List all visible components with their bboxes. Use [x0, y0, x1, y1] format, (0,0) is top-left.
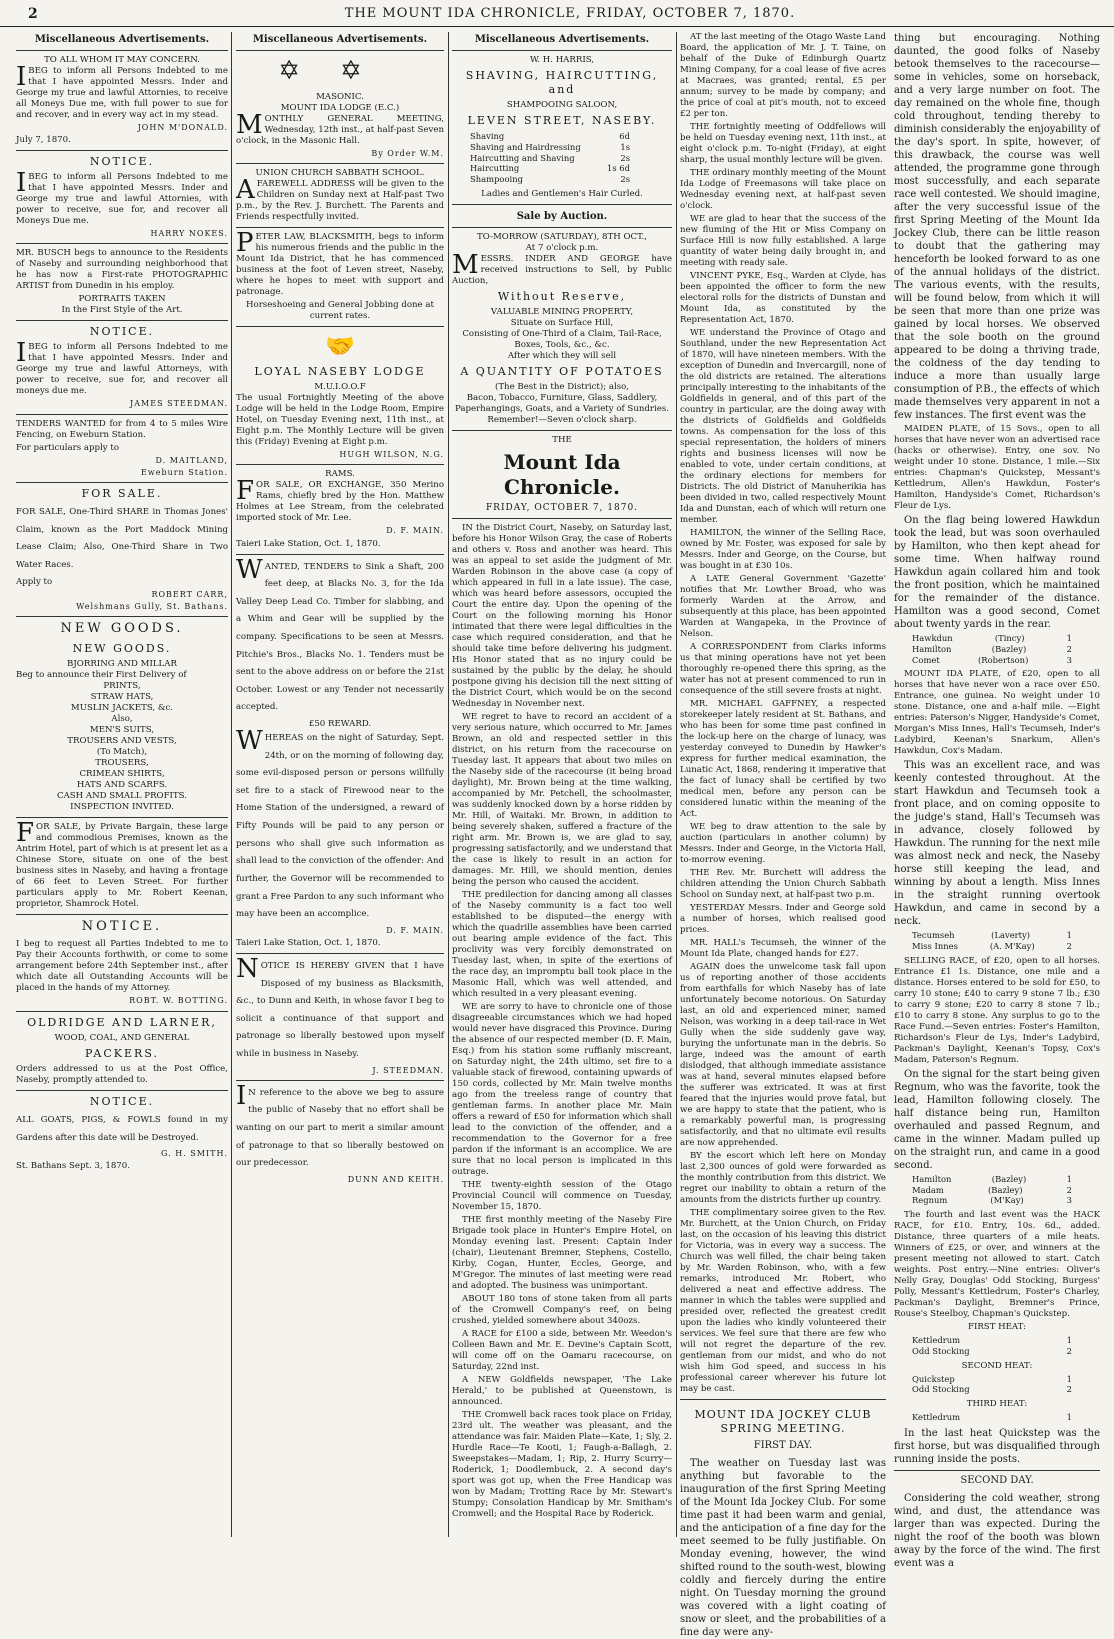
ad-body: WHEREAS on the night of Saturday, Sept. 24th, or on the morning of following day, some evil-disposed person or persons willfully set fire to a stack of Firewood near to the Home Station of the undersigned, a reward of Fifty Pounds will be paid to any person or persons who shall give such information as shall lead to the conviction of the offender: And further, the Governor will be recommended to grant a Free Pardon to any such informant who may have been an accomplice. [236, 726, 444, 920]
ad-item: (To Match), [96, 746, 148, 757]
result-row: Kettledrum 1 [912, 1412, 1072, 1422]
heat-results [912, 1412, 1100, 1423]
race-conditions: MOUNT IDA PLATE, of £20, open to all horses that have never won a race over £50. Entrance, one guinea. No weight under 10 stone. Distance, one and a-half mile. —Eight entries: Paterson's Nigger, Handyside's Comet, Morgan's Miss Innes, Hall's Tecumseh, Inder's Ladybird, Keenan's Snarkum, Allen's Hawkdun, Cox's Madam. [894, 669, 1100, 757]
report-paragraph: Considering the cold weather, strong wind, and dust, the attendance was larger than was expected. During the night the roof of the booth was blown away by the force of the wind. The first event was a [894, 1492, 1100, 1569]
ad-body: WANTED, TENDERS to Sink a Shaft, 200 feet deep, at Blacks No. 3, for the Ida Valley Deep Lead Co. Timber for slabbing, and a Whim and Gear will be supplied by the company. Specifications to be seen at Messrs. Pitchie's Bros., Blacks No. 1. Tenders must be sent to the above address on or before the 21st October. Lowest or any Tender not necessarily accepted. [236, 554, 444, 713]
ad-item: STRAW HATS, [90, 691, 154, 702]
editorial-paragraph: THE predilection for dancing among all classes of the Naseby community is a fact too well established to be disputed—the energy with which the quadrille assemblies have been carried out bearing ample evidence of the fact. This proclivity was very forcibly demonstrated on Tuesday last, when, in spite of the exertions of the race day, an impromptu ball took place in the Masonic Hall, which was well attended, and which resulted in a very pleasant evening. [452, 890, 672, 1000]
ad-signature: DUNN AND KEITH. [347, 1174, 444, 1184]
ad-title: NOTICE. [89, 155, 155, 169]
ad-signature: ROBERT CARR, [151, 589, 228, 599]
ad-line: Ladies and Gentlemen's Hair Curled. [481, 188, 643, 199]
ad-body: I beg to request all Parties Indebted to me to Pay their Accounts forthwith, or come to some arrangement before 24th September inst., after which date all Outstanding Accounts will be placed in the hands of my Attorney. [16, 939, 228, 994]
column-1 [16, 32, 228, 1537]
ad-line: Apply to [16, 576, 53, 587]
ad-line: Remember!—Seven o'clock sharp. [487, 414, 637, 425]
news-paragraph: A LATE General Government 'Gazette' notifies that Mr. Lowther Broad, who was formerly Warden at the Arrow, and subsequently at this place, has been appointed Warden at Wangapeka, in the Province of Nelson. [680, 574, 886, 639]
race-conditions: The fourth and last event was the HACK RACE, for £10. Entry, 10s. 6d., added. Distance, three quarters of a mile heats. Winners of £25, or over, and winners at the present meeting not allowed to start. Catch weights. Post entry.—Nine entries: Oliver's Nelly Gray, Douglas' Odd Stocking, Burgess' Polly, Messant's Kettledrum, Foster's Charley, Packman's Daylight, Bremner's Prince, Rouse's Steelboy, Chapman's Quickstep. [894, 1210, 1100, 1319]
ad-body: PETER LAW, BLACKSMITH, begs to inform his numerous friends and the public in the Mount Ida District, that he has commenced business at the foot of Leven street, Naseby, where he hopes to meet with support and patronage. [236, 228, 444, 298]
ad-item: PRINTS, [103, 680, 141, 691]
paper-the: THE [552, 434, 572, 445]
ad-signature: HARRY NOKES. [150, 229, 228, 239]
ad-title: SHAVING, HAIRCUTTING, and [465, 68, 659, 96]
ad-title: OLDRIDGE AND LARNER, [27, 1015, 217, 1029]
report-paragraph: On the flag being lowered Hawkdun took the lead, but was soon overhauled by Hamilton, who then kept ahead for some time. When halfway round Hawkdun again collared him and took the front position, which he maintained for the remainder of the distance. Hamilton was a good second, Comet about twenty yards in the rear. [894, 515, 1100, 630]
ad-body: MR. BUSCH begs to announce to the Residents of Naseby and surrounding neighborhood that he has now a First-rate PHOTOGRAPHIC ARTIST from Dunedin in his employ. [16, 248, 228, 292]
report-paragraph: The weather on Tuesday last was anything but favorable to the inauguration of the first Spring Meeting of the Mount Ida Jockey Club. For some time past it had been warm and genial, and the anticipation of a fine day for the meet seemed to be fully justifiable. On Monday evening, however, the wind shifted round to the south-west, blowing coldly and fiercely during the entire night. On Tuesday morning the ground was covered with a light coating of snow or sleet, and the probabilities of a fine day were any- [680, 1457, 886, 1638]
report-paragraph: thing but encouraging. Nothing daunted, the good folks of Naseby betook themselves to the racecourse—some in vehicles, some on horseback, and a very large number on foot. The day remained on the whole fine, though cold throughout, tending thereby to diminish considerably the enjoyability of the day's sport. In spite, however, of this drawback, the course was well attended, the programme gone through most successfully, and each separate race well contested. We should imagine, after the very successful issue of the first Spring Meeting of the Mount Ida Jockey Club, there can be little reason to doubt that the gathering may henceforth be looked forward to as one of the annual holidays of the district. The various events, with the results, will be found below, from which it will be seen that more than one prize was gained by local horses. We observed that the sole booth on the ground appeared to be doing a thriving trade, the coldness of the day tending to induce a more than usually large consumption of P.B., the effects of which made themselves very apparent in not a few instances. The first event was the [894, 33, 1100, 421]
ad-item: CASH AND SMALL PROFITS. [57, 790, 187, 801]
ad-line: Beg to announce their First Delivery of [16, 669, 187, 680]
ad-line: Without Reserve, [497, 289, 627, 303]
price-list [470, 131, 672, 185]
heat-label: THIRD HEAT: [966, 1399, 1028, 1409]
result-row: Quickstep 1 [912, 1373, 1072, 1384]
ad-signature: Eweburn Station. [141, 467, 228, 477]
ad-line: A QUANTITY OF POTATOES [460, 364, 664, 378]
column-3 [452, 32, 672, 1537]
race-conditions: MAIDEN PLATE, of 15 Sovs., open to all horses that have never won an advertised race (hacks or otherwise). Entry, one sov. No weight under 10 stone. Distance, 1 mile.—Six entries: Chapman's Quickstep, Messant's Kettledrum, Allen's Hawkdun, Foster's Hamilton, Handyside's Comet, Richardson's Fleur de Lys. [894, 424, 1100, 511]
ad-name: W. H. HARRIS, [529, 54, 595, 65]
ad-signature: D. F. MAIN. [386, 526, 444, 536]
ad-item: CRIMEAN SHIRTS, [79, 768, 165, 779]
column-header: Miscellaneous Advertisements. [452, 32, 672, 51]
news-paragraph: WE are glad to hear that the success of the new fluming of the Hit or Miss Company on Surface Hill is now fully established. A large quantity of water being daily brought in, and meeting with ready sale. [680, 214, 886, 268]
masthead [0, 0, 1114, 27]
ad-date: Taieri Lake Station, Oct. 1, 1870. [236, 937, 381, 948]
ad-line: (The Best in the District); also, [494, 381, 630, 392]
ad-signature: D. MAITLAND, [155, 455, 228, 465]
ad-body: IBEG to inform all Persons Indebted to me that I have appointed Messrs. Inder and George my true and lawful Attornies, with power to receive, sue for, and recover all Moneys Due me. [16, 168, 228, 227]
ad-title: NOTICE. [81, 918, 163, 934]
editorial-paragraph: A NEW Goldfields newspaper, 'The Lake Herald,' to be published at Queenstown, is announced. [452, 1375, 672, 1408]
ad-signature: J. STEEDMAN. [372, 1065, 444, 1075]
ad-body: ALL GOATS, PIGS, & FOWLS found in my Gardens after this date will be Destroyed. [16, 1114, 228, 1143]
ad-signature: G. H. SMITH. [161, 1149, 228, 1159]
ad-item: MUSLIN JACKETS, &c. [70, 702, 174, 713]
ad-title: LOYAL NASEBY LODGE [254, 365, 426, 379]
result-row: Kettledrum 1 [912, 1335, 1072, 1345]
news-paragraph: AT the last meeting of the Otago Waste Land Board, the application of Mr. J. T. Taine, on behalf of the Duke of Edinburgh Quartz Mining Company, for a coal lease of five acres at Macraes, was granted; rental, £5 per annum; survey to be made by company; and the price of coal at pit's mouth, not to exceed £2 per ton. [680, 32, 886, 119]
result-row: Odd Stocking 2 [912, 1384, 1072, 1395]
heat-results [912, 1374, 1100, 1396]
ad-line: Horseshoeing and General Jobbing done at current rates. [246, 300, 434, 322]
ad-line: For particulars apply to [16, 442, 119, 453]
ad-body: The usual Fortnightly Meeting of the above Lodge will be held in the Lodge Room, Empire Hotel, on Tuesday Evening next, 11th inst., at Eight p.m. The Monthly Lecture will be given this (Friday) Evening at Eight p.m. [236, 393, 444, 448]
ad-line: WOOD, COAL, AND GENERAL [54, 1032, 190, 1043]
column-rule [448, 32, 449, 1537]
ad-firm: BJORRING AND MILLAR [67, 658, 177, 669]
ad-signature: JAMES STEEDMAN. [130, 399, 228, 409]
ad-line: Bacon, Tobacco, Furniture, Glass, Saddlery, Paperhangings, Goats, and a Variety of Sundries. [455, 392, 669, 414]
ad-body: MESSRS. INDER AND GEORGE have received instructions to Sell, by Public Auction, [452, 249, 672, 286]
ad-item: TROUSERS AND VESTS, [67, 735, 177, 746]
ad-title: NOTICE. [89, 325, 155, 339]
column-rule [231, 32, 232, 1537]
ad-line: PORTRAITS TAKEN [78, 294, 166, 305]
editorial-paragraph: IN the District Court, Naseby, on Saturday last, before his Honor Wilson Gray, the case of Roberts and others v. Ross and another was heard. This was an appeal to set aside the judgment of Mr. Warden Robinson in the above case (a copy of which appeared in full in a late issue). The case, which was heard before assessors, occupied the Court the entire day. Upon the opening of the Court on the following morning his Honor intimated that there were legal difficulties in the case which required consideration, and that he should take time before delivering his judgment. His Honor stated that as no injury could be sustained by the public by the delay, he should postpone giving his decision till the next sitting of the District Court, which would be on the second Wednesday in November next. [452, 523, 672, 710]
ad-subtitle: SHAMPOOING SALOON, [506, 99, 618, 110]
ad-date: TO-MORROW (SATURDAY), 8TH OCT., [476, 231, 648, 242]
ad-item: Also, [111, 713, 133, 724]
column-2 [236, 32, 444, 1537]
ad-title: FOR SALE. [81, 487, 163, 501]
ad-signature: By Order W.M. [371, 149, 444, 159]
report-paragraph: In the last heat Quickstep was the first horse, but was disqualified through running inside the posts. [894, 1427, 1100, 1465]
editorial-paragraph: THE twenty-eighth session of the Otago Provincial Council will commence on Tuesday, November 15, 1870. [452, 1180, 672, 1213]
result-row: Comet (Robertson) 3 [912, 654, 1072, 665]
ad-body: TENDERS WANTED for from 4 to 5 miles Wire Fencing, on Eweburn Station. [16, 418, 228, 440]
editorial-paragraph: WE regret to have to record an accident of a very serious nature, which occurred to Mr. James Brown, an old and respected settler in this district, on his return from the racecourse on Tuesday last. It appears that about two miles on the Naseby side of the racecourse (it being broad daylight), Mr. Brown being at the time walking, accompanied by Mr. Petchell, the schoolmaster, was suddenly knocked down by a horse ridden by Mr. Hill, of Waitaki. Mr. Brown, in addition to being severely shaken, suffered a fracture of the right arm. Mr. Brown is, we are glad to say, progressing satisfactorily, and we understand that the case is likely to result in an action for damages. Mr. Hill, we should mention, denies being the person who caused the accident. [452, 712, 672, 888]
masonic-emblem-icon: ✡✡ [278, 55, 402, 86]
race-results [912, 930, 1100, 952]
ad-signature: ROBT. W. BOTTING. [129, 996, 228, 1006]
result-row: Hamilton (Bazley) 2 [912, 643, 1072, 654]
ad-body: FOR SALE, by Private Bargain, these large and commodious Premises, known as the Antrim Hotel, part of which is at present let as a Chinese Store, situate on one of the best business sites in Naseby, and having a frontage of 66 feet to Leven Street. For further particulars apply to Mr. Robert Keenan, proprietor, Shamrock Hotel. [16, 817, 228, 909]
handshake-icon: 🤝 [325, 332, 355, 361]
ad-date: St. Bathans Sept. 3, 1870. [16, 1161, 130, 1172]
ad-item: HATS AND SCARFS. [76, 779, 168, 790]
ad-line: In the First Style of the Art. [61, 305, 183, 316]
result-row: Madam (Bazley) 2 [912, 1184, 1072, 1195]
news-paragraph: THE ordinary monthly meeting of the Mount Ida Lodge of Freemasons will take place on Wednesday evening next, at half-past seven o'clock. [680, 168, 886, 211]
page-title: THE MOUNT IDA CHRONICLE, FRIDAY, OCTOBER 7, 1870. [344, 6, 796, 21]
result-row: Hawkdun (Tincy) 1 [912, 633, 1072, 643]
paper-name: Mount Ida Chronicle. [503, 449, 621, 500]
paper-date: FRIDAY, OCTOBER 7, 1870. [485, 502, 639, 513]
ad-title: UNION CHURCH SABBATH SCHOOL. [255, 168, 425, 179]
ad-date: Taieri Lake Station, Oct. 1, 1870. [236, 538, 381, 549]
price-row: Haircutting 1s 6d [470, 163, 630, 174]
result-row: Regnum (M'Kay) 3 [912, 1195, 1072, 1206]
ad-title: TO ALL WHOM IT MAY CONCERN. [44, 54, 200, 65]
ad-item: TROUSERS, [95, 757, 149, 768]
news-paragraph: WE beg to draw attention to the sale by auction (particulars in another column) by Messrs. Inder and George, in the Victoria Hall, to-morrow evening. [680, 822, 886, 865]
result-row: Hamilton (Bazley) 1 [912, 1173, 1072, 1184]
section-title: MOUNT IDA JOCKEY CLUB SPRING MEETING. [694, 1408, 872, 1436]
section-header: Sale by Auction. [452, 209, 672, 228]
editorial-paragraph: ABOUT 180 tons of stone taken from all parts of the Cromwell Company's reef, on being crushed, yielded somewhere about 340ozs. [452, 1294, 672, 1327]
ad-signature: Welshmans Gully, St. Bathans. [76, 601, 228, 611]
ad-title: RAMS. [325, 469, 355, 480]
ad-body: MONTHLY GENERAL MEETING, Wednesday, 12th inst., at half-past Seven o'clock, in the Masonic Hall. [236, 110, 444, 147]
column-rule [676, 32, 677, 1537]
ad-signature: JOHN M'DONALD. [137, 122, 228, 132]
ad-item: MEN'S SUITS, [89, 724, 155, 735]
ad-title: NOTICE. [89, 1094, 155, 1108]
race-results [912, 633, 1100, 665]
column-5 [894, 32, 1100, 1569]
ad-signature: D. F. MAIN. [386, 925, 444, 935]
report-paragraph: On the signal for the start being given Regnum, who was the favorite, took the lead, Hamilton following closely. The half distance being run, Hamilton overhauled and passed Regnum, and came in the winner. Madam pulled up on the straight run, and came in a good second. [894, 1068, 1100, 1171]
ad-line: PACKERS. [85, 1046, 159, 1060]
column-4 [680, 32, 886, 1638]
ad-subtitle: M.U.I.O.O.F [314, 382, 366, 393]
page-number: 2 [28, 6, 38, 22]
ad-title: £50 REWARD. [308, 719, 372, 730]
news-paragraph: A CORRESPONDENT from Clarks informs us that mining operations have not yet been thoroughly re-opened there this spring, as the water has not at present commenced to run in consequence of the still severe frosts at night. [680, 642, 886, 696]
result-row: Odd Stocking 2 [912, 1345, 1072, 1356]
heat-label: FIRST HEAT: [967, 1322, 1026, 1332]
news-paragraph: THE complimentary soiree given to the Rev. Mr. Burchett, at the Union Church, on Friday last, on the occasion of his leaving this district for Victoria, was in every way a success. The Church was well filled, the chair being taken by Mr. Warden Robinson, who, with a few remarks, introduced Mr. Robert, who delivered a neat and effective address. The manner in which the tables were supplied and presided over, reflected the greatest credit upon the ladies who kindly volunteered their services. We feel sure that there are few who will not regret the departure of the rev. gentleman from our midst, and who do not wish him God speed, and success in his professional career wherever his future lot may be cast. [680, 1208, 886, 1394]
ad-date: July 7, 1870. [16, 135, 71, 146]
ad-body: NOTICE IS HEREBY GIVEN that I have Disposed of my business as Blacksmith, &c., to Dunn and Keith, in whose favor I beg to solicit a continuance of that support and patronage so liberally bestowed upon myself while in business in Naseby. [236, 953, 444, 1060]
ad-title: NEW GOODS. [60, 621, 184, 637]
ad-body: FOR SALE, OR EXCHANGE, 350 Merino Rams, chiefly bred by the Hon. Matthew Holmes at Lee Stream, from the celebrated imported stock of Mr. Lee. [236, 476, 444, 524]
news-paragraph: MR. MICHAEL GAFFNEY, a respected storekeeper lately resident at St. Bathans, and who has been for some time past confined in the lock-up here on the charge of lunacy, was yesterday conveyed to Dunedin by Hawker's express for further medical examination, the Lunatic Act, 1868, rendering it imperative that the fact of lunacy shall be certified by two medical men, before any person can be considered lunatic within the meaning of the Act. [680, 699, 886, 819]
ad-title: MASONIC. [316, 92, 364, 103]
price-row: Shaving 6d [470, 131, 630, 142]
heat-label: SECOND HEAT: [961, 1360, 1033, 1371]
price-row: Shaving and Hairdressing 1s [470, 141, 630, 152]
news-paragraph: MR. HALL's Tecumseh, the winner of the Mount Ida Plate, changed hands for £27. [680, 938, 886, 959]
ad-line: VALUABLE MINING PROPERTY, [490, 306, 634, 317]
editorial-paragraph: WE are sorry to have to chronicle one of those disagreeable circumstances which we had hoped would never have disgraced this Province. During the absence of our respected member (D. F. Main, Esq.) from his station some ruffianly miscreant, on Saturday night, the 24th ultimo, set fire to a valuable stack of firewood, containing upwards of 150 cords, collected by Mr. Main twelve months ago from the treeless range of country that gentleman farms. In another place Mr. Main offers a reward of £50 for information which shall lead to the conviction of the offender, and a recommendation to the Governor for a free pardon if the informant is an accomplice. We are sure that no local person is implicated in this outrage. [452, 1002, 672, 1178]
ad-body: IN reference to the above we beg to assure the public of Naseby that no effort shall be wanting on our part to merit a similar amount of patronage to that so liberally bestowed on our predecessor. [236, 1080, 444, 1169]
ad-line: After which they will sell [507, 350, 617, 361]
result-row: Miss Innes (A. M'Kay) 2 [912, 941, 1072, 951]
report-paragraph: This was an excellent race, and was keenly contested throughout. At the start Hawkdun and Tecumseh took a front place, and on coming opposite to the judge's stand, Hall's Tecumseh was in advance, closely followed by Hawkdun. The running for the next mile was almost neck and neck, the Naseby horse still keeping the lead, and winning by about a length. Miss Innes in the straight running overtook Hawkdun, and came in second by a neck. [894, 760, 1100, 928]
result-row: Tecumseh (Laverty) 1 [912, 930, 1072, 941]
ad-item: INSPECTION INVITED. [70, 801, 174, 812]
ad-address: LEVEN STREET, NASEBY. [467, 113, 657, 127]
news-paragraph: WE understand the Province of Otago and Southland, under the new Representation Act of 1870, will have nineteen members. With the exception of Dunedin and Invercargill, none of the old districts are retained. The alterations principally interesting to the inhabitants of the Goldfields in general, and of this part of the country in particular, are the doing away with the districts of Goldfields and Goldfields towns. As compensation for the loss of this special representation, the holders of miners rights and business licenses will now be enabled to vote, under certain conditions, at the ordinary elections for members for Districts. The old District of Manuherikia has been divided in two, called respectively Mount Ida and Dunstan, each of which will return one member. [680, 328, 886, 525]
news-paragraph: THE fortnightly meeting of Oddfellows will be held on Tuesday evening next, 11th inst., at eight o'clock p.m. To-night (Friday), at eight sharp, the usual monthly lecture will be given. [680, 122, 886, 165]
race-results [912, 1174, 1100, 1206]
ad-signature: HUGH WILSON, N.G. [339, 450, 444, 460]
news-paragraph: BY the escort which left here on Monday last 2,300 ounces of gold were forwarded as the monthly contribution from this district. We regret our inability to obtain a return of the amounts from the districts further up country. [680, 1151, 886, 1205]
ad-body: IBEG to inform all Persons Indebted to me that I have appointed Messrs. Inder and George my true and lawful Attornies, to receive all Moneys Due me, with full power to sue for and recover, and in every way act in my stead. [16, 61, 228, 120]
ad-time: At 7 o'clock p.m. [525, 242, 599, 253]
ad-body: Orders addressed to us at the Post Office, Naseby, promptly attended to. [16, 1063, 228, 1085]
price-row: Haircutting and Shaving 2s [470, 152, 630, 163]
editorial-paragraph: A RACE for £100 a side, between Mr. Weedon's Colleen Bawn and Mr. E. Devine's Captain Scott, will come off on the Oamaru racecourse, on Saturday, 22nd inst. [452, 1329, 672, 1373]
ad-body: IBEG to inform all Persons Indebted to me that I have appointed Messrs. Inder and George my true and lawful Attorneys, with power to receive, sue for, and recover all moneys due me. [16, 338, 228, 397]
ad-subtitle: MOUNT IDA LODGE (E.C.) [280, 103, 400, 114]
ad-body: AFAREWELL ADDRESS will be given to the Children on Sunday next at Half-past Two p.m., by the Rev. J. Burchett. The Parents and Friends respectfully invited. [236, 175, 444, 223]
ad-line: Consisting of One-Third of a Claim, Tail-Race, Boxes, Tools, &c., &c. [462, 328, 662, 350]
price-row: Shampooing 2s [470, 174, 630, 185]
heat-results [912, 1335, 1100, 1357]
race-conditions: SELLING RACE, of £20, open to all horses. Entrance £1 1s. Distance, one mile and a distance. Horses entered to be sold for £50, to carry 10 stone; £40 to carry 9 stone 7 lb.; £30 to carry 9 stone; £20 to carry 8 stone 7 lb.; £10 to carry 8 stone. Any surplus to go to the Race Fund.—Seven entries: Foster's Hamilton, Richardson's Fleur de Lys, Inder's Ladybird, Packman's Daylight, Keenan's Topsy, Cox's Madam, Paterson's Regnum. [894, 955, 1100, 1065]
section-subtitle: SECOND DAY. [960, 1474, 1034, 1486]
news-paragraph: HAMILTON, the winner of the Selling Race, owned by Mr. Foster, was exposed for sale by Messrs. Inder and George, on the Course, but was bought in at £30 10s. [680, 528, 886, 571]
editorial-paragraph: THE Cromwell back races took place on Friday, 23rd ult. The weather was pleasant, and the attendance was fair. Maiden Plate—Kate, 1; Sly, 2. Hurdle Race—Te Kooti, 1; Faugh-a-Ballagh, 2. Sweepstakes—Madam, 1; Rip, 2. Hurry Scurry—Roderick, 1; Doodlembuck, 2. A second day's sport was got up, when the Free Handicap was won by Madam; Trotting Race by Mr. Stewart's Stumpy; Consolation Handicap by Mr. Smitham's Cromwell; and the Hospital Race by Roderick. [452, 1410, 672, 1520]
news-paragraph: YESTERDAY Messrs. Inder and George sold a number of horses, which realised good prices. [680, 903, 886, 935]
ad-subtitle: NEW GOODS. [72, 641, 172, 655]
section-subtitle: FIRST DAY. [753, 1440, 813, 1452]
news-paragraph: THE Rev. Mr. Burchett will address the children attending the Union Church Sabbath School on Sunday next, at half-past two p.m. [680, 868, 886, 900]
ad-line: Situate on Surface Hill, [510, 317, 614, 328]
news-paragraph: VINCENT PYKE, Esq., Warden at Clyde, has been appointed the officer to form the new electoral rolls for the districts of Dunstan and Mount Ida, as constituted by the Representation Act, 1870. [680, 271, 886, 325]
ad-body: FOR SALE, One-Third SHARE in Thomas Jones' Claim, known as the Port Maddock Mining Lease Claim; Also, One-Third Share in Two Water Races. [16, 507, 228, 571]
column-header: Miscellaneous Advertisements. [16, 32, 228, 51]
news-paragraph: AGAIN does the unwelcome task fall upon us of reporting another of those accidents from earthfalls for which Naseby has of late unfortunately become notorious. On Saturday last, an old and experienced miner, named Nelson, was working in a deep tail-race in Wet Gully when the side suddenly gave way, burying the unfortunate man in the debris. So large, indeed was the amount of earth dislodged, that although immediate assistance was at hand, several minutes elapsed before the sufferer was extricated. It was at first feared that the injuries would prove fatal, but we are happy to state that the patient, who is a remarkably powerful man, is progressing satisfactorily, and that no ultimate evil results are now apprehended. [680, 962, 886, 1148]
column-header: Miscellaneous Advertisements. [236, 32, 444, 51]
editorial-paragraph: THE first monthly meeting of the Naseby Fire Brigade took place in Hunter's Empire Hotel, on Monday evening last. Present: Captain Inder (chair), Lieutenant Bremner, Stephens, Costello, Kirby, Cogan, Hunter, Eccles, George, and M'Gregor. The minutes of last meeting were read and adopted. The business was unimportant. [452, 1215, 672, 1292]
